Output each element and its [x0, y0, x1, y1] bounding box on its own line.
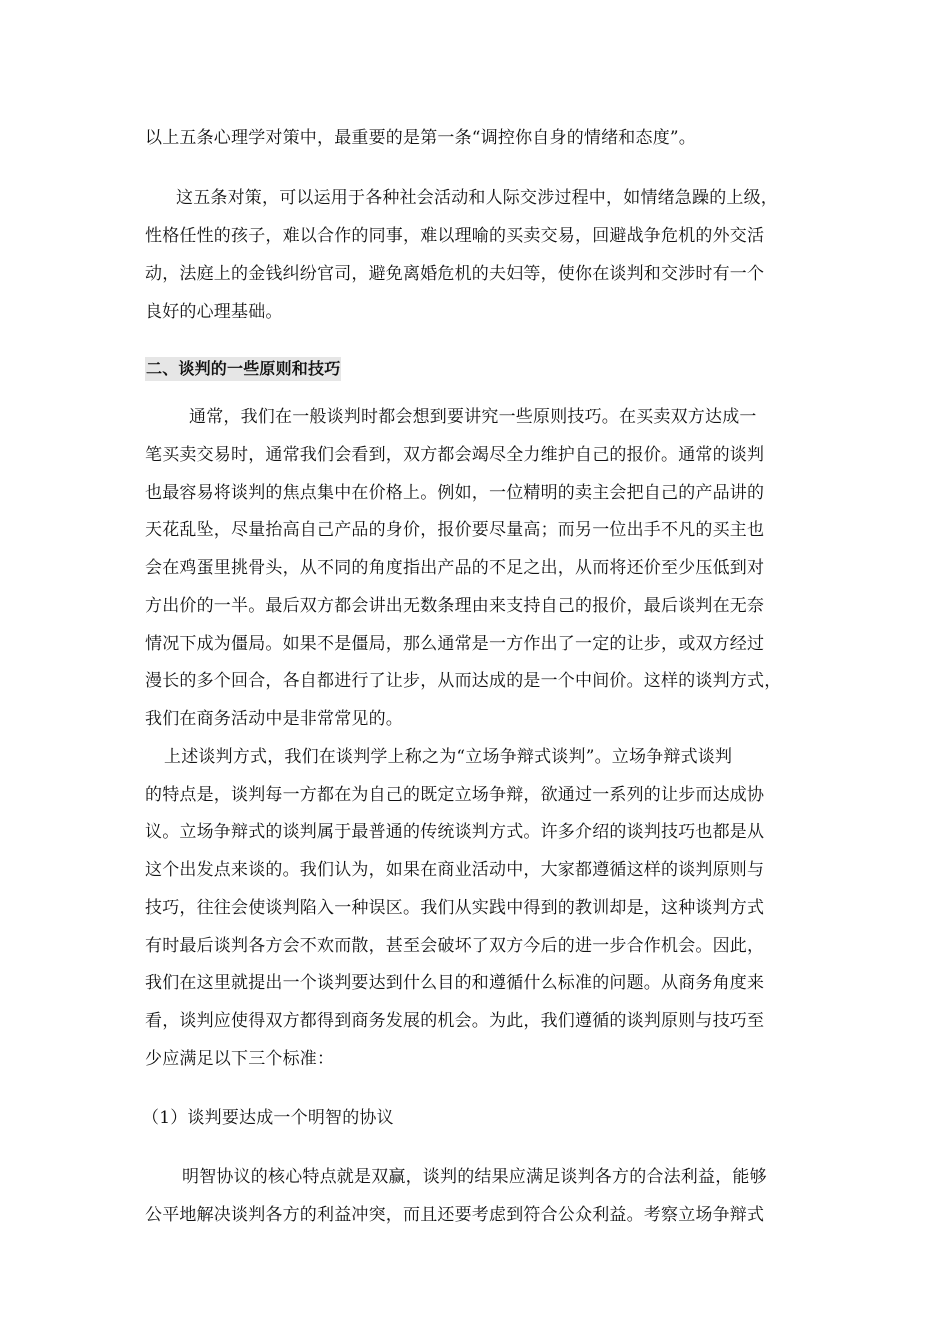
text-line: 公平地解决谈判各方的利益冲突，而且还要考虑到符合公众利益。考察立场争辩式 [145, 1205, 765, 1225]
text-line: 技巧，往往会使谈判陷入一种误区。我们从实践中得到的教训却是，这种谈判方式 [145, 898, 765, 918]
text-line: 的特点是，谈判每一方都在为自己的既定立场争辩，欲通过一系列的让步而达成协 [145, 785, 765, 805]
section-heading: 二、谈判的一些原则和技巧 [145, 357, 341, 381]
text-line: 我们在这里就提出一个谈判要达到什么目的和遵循什么标准的问题。从商务角度来 [145, 973, 765, 993]
text-line: 良好的心理基础。 [145, 302, 283, 322]
text-line: 看，谈判应使得双方都得到商务发展的机会。为此，我们遵循的谈判原则与技巧至 [145, 1011, 765, 1031]
text-line: 天花乱坠，尽量抬高自己产品的身价，报价要尽量高；而另一位出手不凡的买主也 [145, 520, 765, 540]
text-line: 这个出发点来谈的。我们认为，如果在商业活动中，大家都遵循这样的谈判原则与 [145, 860, 765, 880]
text-line: 以上五条心理学对策中，最重要的是第一条“调控你自身的情绪和态度”。 [145, 128, 696, 148]
text-line: 方出价的一半。最后双方都会讲出无数条理由来支持自己的报价，最后谈判在无奈 [145, 596, 765, 616]
subsection-heading: （1）谈判要达成一个明智的协议 [142, 1108, 394, 1128]
text-line: 笔买卖交易时，通常我们会看到，双方都会竭尽全力维护自己的报价。通常的谈判 [145, 445, 765, 465]
text-line: 也最容易将谈判的焦点集中在价格上。例如，一位精明的卖主会把自己的产品讲的 [145, 483, 765, 503]
text-line: 通常，我们在一般谈判时都会想到要讲究一些原则技巧。在买卖双方达成一 [189, 407, 757, 427]
text-line: 议。立场争辩式的谈判属于最普通的传统谈判方式。许多介绍的谈判技巧也都是从 [145, 822, 765, 842]
text-line: 情况下成为僵局。如果不是僵局，那么通常是一方作出了一定的让步，或双方经过 [145, 634, 765, 654]
text-line: 明智协议的核心特点就是双赢，谈判的结果应满足谈判各方的合法利益，能够 [182, 1167, 767, 1187]
text-line: 漫长的多个回合，各自都进行了让步，从而达成的是一个中间价。这样的谈判方式， [145, 671, 782, 691]
text-line: 少应满足以下三个标准： [145, 1049, 335, 1069]
text-line: 有时最后谈判各方会不欢而散，甚至会破坏了双方今后的进一步合作机会。因此， [145, 936, 765, 956]
text-line: 我们在商务活动中是非常常见的。 [145, 709, 403, 729]
text-line: 这五条对策，可以运用于各种社会活动和人际交涉过程中，如情绪急躁的上级， [176, 188, 778, 208]
text-line: 上述谈判方式，我们在谈判学上称之为“立场争辩式谈判”。立场争辩式谈判 [164, 747, 733, 767]
text-line: 动，法庭上的金钱纠纷官司，避免离婚危机的夫妇等，使你在谈判和交涉时有一个 [145, 264, 765, 284]
text-line: 会在鸡蛋里挑骨头，从不同的角度指出产品的不足之出，从而将还价至少压低到对 [145, 558, 765, 578]
text-line: 性格任性的孩子，难以合作的同事，难以理喻的买卖交易，回避战争危机的外交活 [145, 226, 765, 246]
